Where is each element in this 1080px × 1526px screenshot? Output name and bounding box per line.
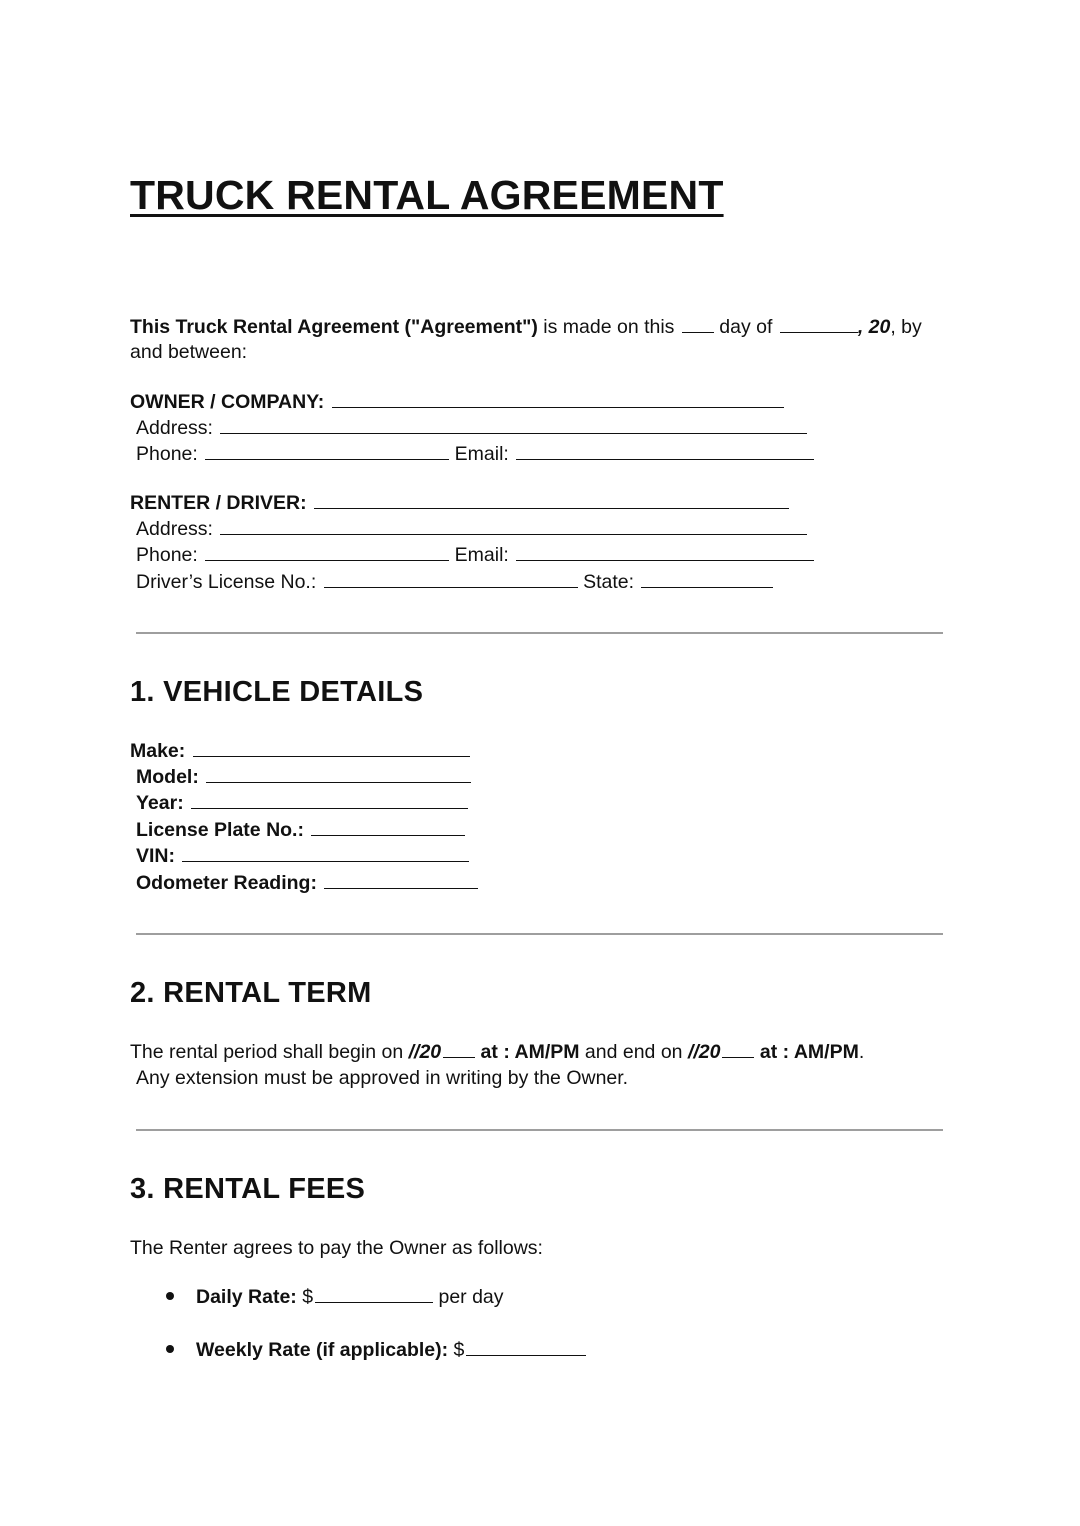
rental-term-text-1: The rental period shall begin on <box>130 1041 409 1063</box>
vehicle-model-blank[interactable] <box>206 763 471 783</box>
bullet-icon <box>166 1345 174 1353</box>
vehicle-vin-blank[interactable] <box>182 842 469 862</box>
owner-heading: OWNER / COMPANY: <box>130 391 325 413</box>
intro-line-2: and between: <box>130 341 248 363</box>
rental-term-text-3: . <box>858 1041 865 1063</box>
end-time-label: at : AM/PM <box>754 1041 859 1063</box>
vehicle-vin-label: VIN: <box>136 845 175 867</box>
start-year-blank[interactable] <box>443 1038 475 1058</box>
owner-phone-row <box>136 440 814 467</box>
vehicle-model-row <box>136 763 471 790</box>
section-2-heading: 2. RENTAL TERM <box>130 977 372 1009</box>
vehicle-plate-blank[interactable] <box>311 816 465 836</box>
month-blank[interactable] <box>780 313 858 333</box>
owner-phone-blank[interactable] <box>205 440 449 460</box>
renter-heading-row <box>130 489 789 516</box>
renter-heading: RENTER / DRIVER: <box>130 492 307 514</box>
owner-heading-row <box>130 388 784 415</box>
section-divider-3 <box>136 1129 943 1131</box>
daily-rate-blank[interactable] <box>315 1283 433 1303</box>
rental-term-text-2: and end on <box>579 1041 688 1063</box>
bullet-icon <box>166 1292 174 1300</box>
fees-intro: The Renter agrees to pay the Owner as follows: <box>130 1237 543 1259</box>
start-date-prefix: //20 <box>408 1041 442 1063</box>
vehicle-plate-row <box>136 816 465 843</box>
section-divider-1 <box>136 632 943 634</box>
renter-license-row <box>136 568 773 595</box>
renter-license-label: Driver’s License No.: <box>136 571 317 593</box>
vehicle-odometer-blank[interactable] <box>324 869 478 889</box>
vehicle-make-label: Make: <box>130 740 186 762</box>
section-divider-2 <box>136 933 943 935</box>
renter-license-blank[interactable] <box>324 568 578 588</box>
owner-email-blank[interactable] <box>516 440 814 460</box>
vehicle-model-label: Model: <box>136 766 199 788</box>
owner-address-blank[interactable] <box>220 414 807 434</box>
renter-email-label: Email: <box>454 544 509 566</box>
vehicle-make-row <box>130 737 470 764</box>
renter-phone-blank[interactable] <box>205 541 449 561</box>
renter-address-blank[interactable] <box>220 515 807 535</box>
renter-email-blank[interactable] <box>516 541 814 561</box>
owner-address-label: Address: <box>136 417 213 439</box>
daily-rate-label: Daily Rate: <box>196 1286 297 1308</box>
vehicle-plate-label: License Plate No.: <box>136 819 304 841</box>
end-year-blank[interactable] <box>722 1038 754 1058</box>
daily-rate-row <box>196 1283 504 1310</box>
daily-rate-suffix: per day <box>433 1286 504 1308</box>
renter-state-label: State: <box>583 571 635 593</box>
renter-address-label: Address: <box>136 518 213 540</box>
weekly-rate-label: Weekly Rate (if applicable): <box>196 1339 449 1361</box>
intro-year-prefix: , 20 <box>857 316 891 338</box>
renter-name-blank[interactable] <box>314 489 789 509</box>
owner-email-label: Email: <box>454 443 509 465</box>
rental-term-line-1 <box>130 1038 864 1065</box>
vehicle-make-blank[interactable] <box>193 737 470 757</box>
end-date-prefix: //20 <box>687 1041 721 1063</box>
intro-text-1: is made on this <box>537 316 680 338</box>
vehicle-odometer-label: Odometer Reading: <box>136 872 317 894</box>
section-3-heading: 3. RENTAL FEES <box>130 1173 366 1205</box>
daily-rate-dollar: $ <box>296 1286 314 1308</box>
weekly-rate-row <box>196 1336 586 1363</box>
renter-phone-label: Phone: <box>136 544 198 566</box>
vehicle-year-row <box>136 789 468 816</box>
renter-phone-row <box>136 541 814 568</box>
day-blank[interactable] <box>682 313 714 333</box>
renter-address-row <box>136 515 807 542</box>
vehicle-vin-row <box>136 842 469 869</box>
section-1-heading: 1. VEHICLE DETAILS <box>130 676 424 708</box>
weekly-rate-dollar: $ <box>448 1339 465 1361</box>
intro-text-3: , by <box>890 316 922 338</box>
intro-text-2: day of <box>713 316 778 338</box>
document-title: TRUCK RENTAL AGREEMENT <box>130 172 724 218</box>
vehicle-year-blank[interactable] <box>191 789 468 809</box>
intro-line-1 <box>130 313 922 340</box>
weekly-rate-blank[interactable] <box>466 1336 586 1356</box>
renter-state-blank[interactable] <box>641 568 773 588</box>
owner-address-row <box>136 414 807 441</box>
start-time-label: at : AM/PM <box>475 1041 580 1063</box>
rental-term-line-2: Any extension must be approved in writing by the Owner. <box>136 1067 629 1089</box>
intro-bold-lead: This Truck Rental Agreement ("Agreement") <box>130 316 538 338</box>
vehicle-odometer-row <box>136 869 478 896</box>
owner-name-blank[interactable] <box>332 388 784 408</box>
vehicle-year-label: Year: <box>136 792 184 814</box>
owner-phone-label: Phone: <box>136 443 198 465</box>
